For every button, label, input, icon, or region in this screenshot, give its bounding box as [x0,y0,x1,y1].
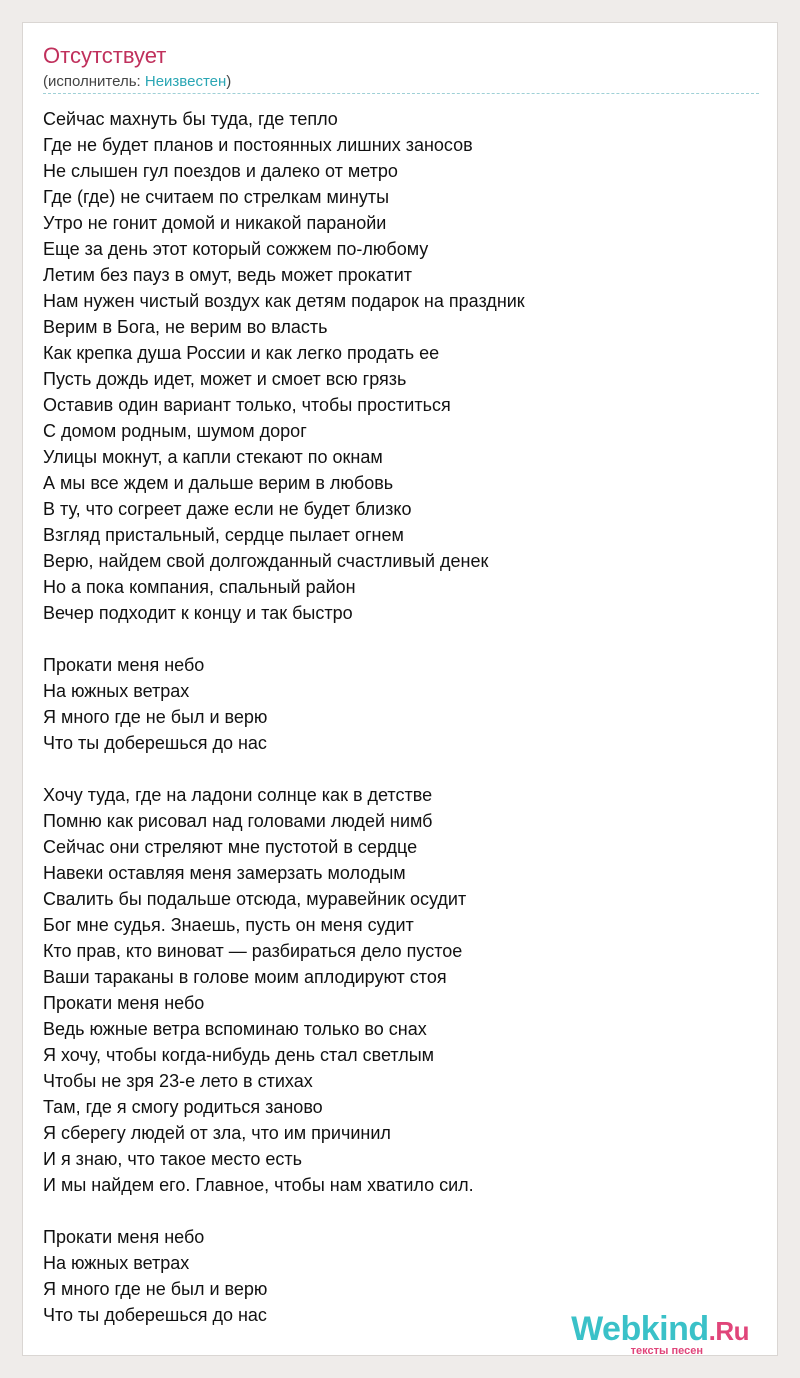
lyrics-text [43,106,759,1328]
lyric-line: Пусть дождь идет, может и смоет всю грязь [43,369,407,389]
artist-line [43,72,231,92]
lyric-line: Как крепка душа России и как легко продать ее [43,343,440,363]
lyric-line: Взгляд пристальный, сердце пылает огнем [43,525,404,545]
lyric-line: На южных ветрах [43,681,190,701]
lyric-line: Верим в Бога, не верим во власть [43,317,328,337]
lyric-line: Навеки оставляя меня замерзать молодым [43,863,406,883]
lyric-line: Прокати меня небо [43,655,205,675]
title-divider [43,93,759,94]
lyric-line: Свалить бы подальше отсюда, муравейник осудит [43,889,467,909]
lyric-line: С домом родным, шумом дорог [43,421,307,441]
lyric-line: Кто прав, кто виноват — разбираться дело пустое [43,941,463,961]
lyric-line: Но а пока компания, спальный район [43,577,356,597]
lyric-line [43,756,759,782]
lyric-line: Утро не гонит домой и никакой паранойи [43,213,387,233]
lyric-line: В ту, что согреет даже если не будет близко [43,499,412,519]
lyric-line: Сейчас они стреляют мне пустотой в сердце [43,837,418,857]
lyric-line: Где не будет планов и постоянных лишних заносов [43,135,473,155]
lyric-line: Улицы мокнут, а капли стекают по окнам [43,447,383,467]
watermark-tagline: тексты песен [630,1345,703,1357]
lyric-line: На южных ветрах [43,1253,190,1273]
lyric-line: И мы найдем его. Главное, чтобы нам хватило сил. [43,1175,474,1195]
lyric-line: Не слышен гул поездов и далеко от метро [43,161,398,181]
lyric-line: Что ты доберешься до нас [43,733,267,753]
watermark-logo [571,1311,749,1349]
lyric-line: Я много где не был и верю [43,707,268,727]
lyric-line: Оставив один вариант только, чтобы проститься [43,395,451,415]
lyric-line: Ваши тараканы в голове моим аплодируют стоя [43,967,447,987]
lyric-line: Нам нужен чистый воздух как детям подарок на праздник [43,291,525,311]
artist-prefix: (исполнитель: [43,73,145,90]
webkind-watermark [571,1311,749,1357]
lyric-line: Еще за день этот который сожжем по-любому [43,239,429,259]
lyric-line: Ведь южные ветра вспоминаю только во снах [43,1019,427,1039]
artist-link[interactable]: Неизвестен [144,73,227,90]
lyric-line: Сейчас махнуть бы туда, где тепло [43,109,338,129]
lyric-line: Хочу туда, где на ладони солнце как в детстве [43,785,433,805]
artist-suffix: ) [226,73,232,90]
lyric-line: Я сберегу людей от зла, что им причинил [43,1123,391,1143]
lyric-line: Где (где) не считаем по стрелкам минуты [43,187,390,207]
lyric-line [43,626,759,652]
lyric-line: Прокати меня небо [43,1227,205,1247]
lyrics-card [22,22,778,1356]
lyric-line: Летим без пауз в омут, ведь может прокатит [43,265,413,285]
lyric-line: Я хочу, чтобы когда-нибудь день стал светлым [43,1045,435,1065]
lyric-line: Верю, найдем свой долгожданный счастливый денек [43,551,489,571]
watermark-brand: Webkind [571,1310,709,1348]
lyric-line: А мы все ждем и дальше верим в любовь [43,473,394,493]
lyric-line: Бог мне судья. Знаешь, пусть он меня судит [43,915,414,935]
lyric-line: Я много где не был и верю [43,1279,268,1299]
lyric-line: Вечер подходит к концу и так быстро [43,603,353,623]
lyric-line [43,1198,759,1224]
lyric-line: Прокати меня небо [43,993,205,1013]
watermark-tld: .Ru [708,1316,749,1346]
lyric-line: Чтобы не зря 23-е лето в стихах [43,1071,313,1091]
lyric-line: Помню как рисовал над головами людей нимб [43,811,433,831]
lyric-line: И я знаю, что такое место есть [43,1149,303,1169]
lyric-line: Там, где я смогу родиться заново [43,1097,323,1117]
lyric-line: Что ты доберешься до нас [43,1305,267,1325]
song-title: Отсутствует [43,43,167,68]
